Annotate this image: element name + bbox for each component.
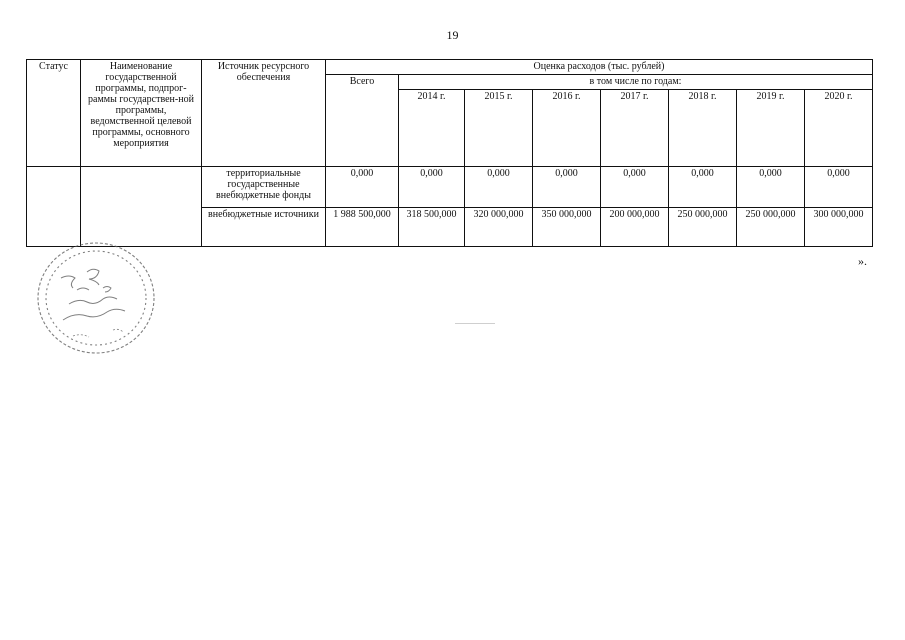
header-program-name: Наименование государственной программы, подпрог-раммы государствен-ной программы, ведомственной целевой программы, основного мероприятия — [81, 60, 202, 167]
header-status: Статус — [27, 60, 81, 167]
cell-year-value: 250 000,000 — [737, 208, 805, 247]
cell-source: внебюджетные источники — [202, 208, 326, 247]
cell-total: 0,000 — [326, 167, 399, 208]
header-year: 2019 г. — [737, 90, 805, 167]
cell-year-value: 320 000,000 — [465, 208, 533, 247]
cell-year-value: 200 000,000 — [601, 208, 669, 247]
cell-source: территориальные государственные внебюджетные фонды — [202, 167, 326, 208]
header-year: 2018 г. — [669, 90, 737, 167]
faint-mark — [455, 323, 495, 324]
round-seal-icon — [33, 238, 159, 358]
cell-year-value: 350 000,000 — [533, 208, 601, 247]
header-year: 2015 г. — [465, 90, 533, 167]
header-year: 2017 г. — [601, 90, 669, 167]
cell-year-value: 0,000 — [399, 167, 465, 208]
cell-year-value: 0,000 — [805, 167, 873, 208]
cell-year-value: 0,000 — [601, 167, 669, 208]
budget-table — [26, 59, 873, 247]
header-by-years: в том числе по годам: — [399, 75, 873, 90]
cell-status — [27, 167, 81, 247]
cell-year-value: 0,000 — [465, 167, 533, 208]
cell-total: 1 988 500,000 — [326, 208, 399, 247]
header-total: Всего — [326, 75, 399, 167]
cell-year-value: 0,000 — [669, 167, 737, 208]
cell-year-value: 0,000 — [737, 167, 805, 208]
table-row — [27, 167, 873, 208]
header-year: 2016 г. — [533, 90, 601, 167]
header-expenses: Оценка расходов (тыс. рублей) — [326, 60, 873, 75]
page-number: 19 — [446, 28, 459, 42]
closing-quote-mark: ». — [858, 254, 867, 268]
cell-program-name — [81, 167, 202, 247]
header-year: 2020 г. — [805, 90, 873, 167]
cell-year-value: 0,000 — [533, 167, 601, 208]
cell-year-value: 318 500,000 — [399, 208, 465, 247]
header-resource-source: Источник ресурсного обеспечения — [202, 60, 326, 167]
header-year: 2014 г. — [399, 90, 465, 167]
cell-year-value: 250 000,000 — [669, 208, 737, 247]
cell-year-value: 300 000,000 — [805, 208, 873, 247]
